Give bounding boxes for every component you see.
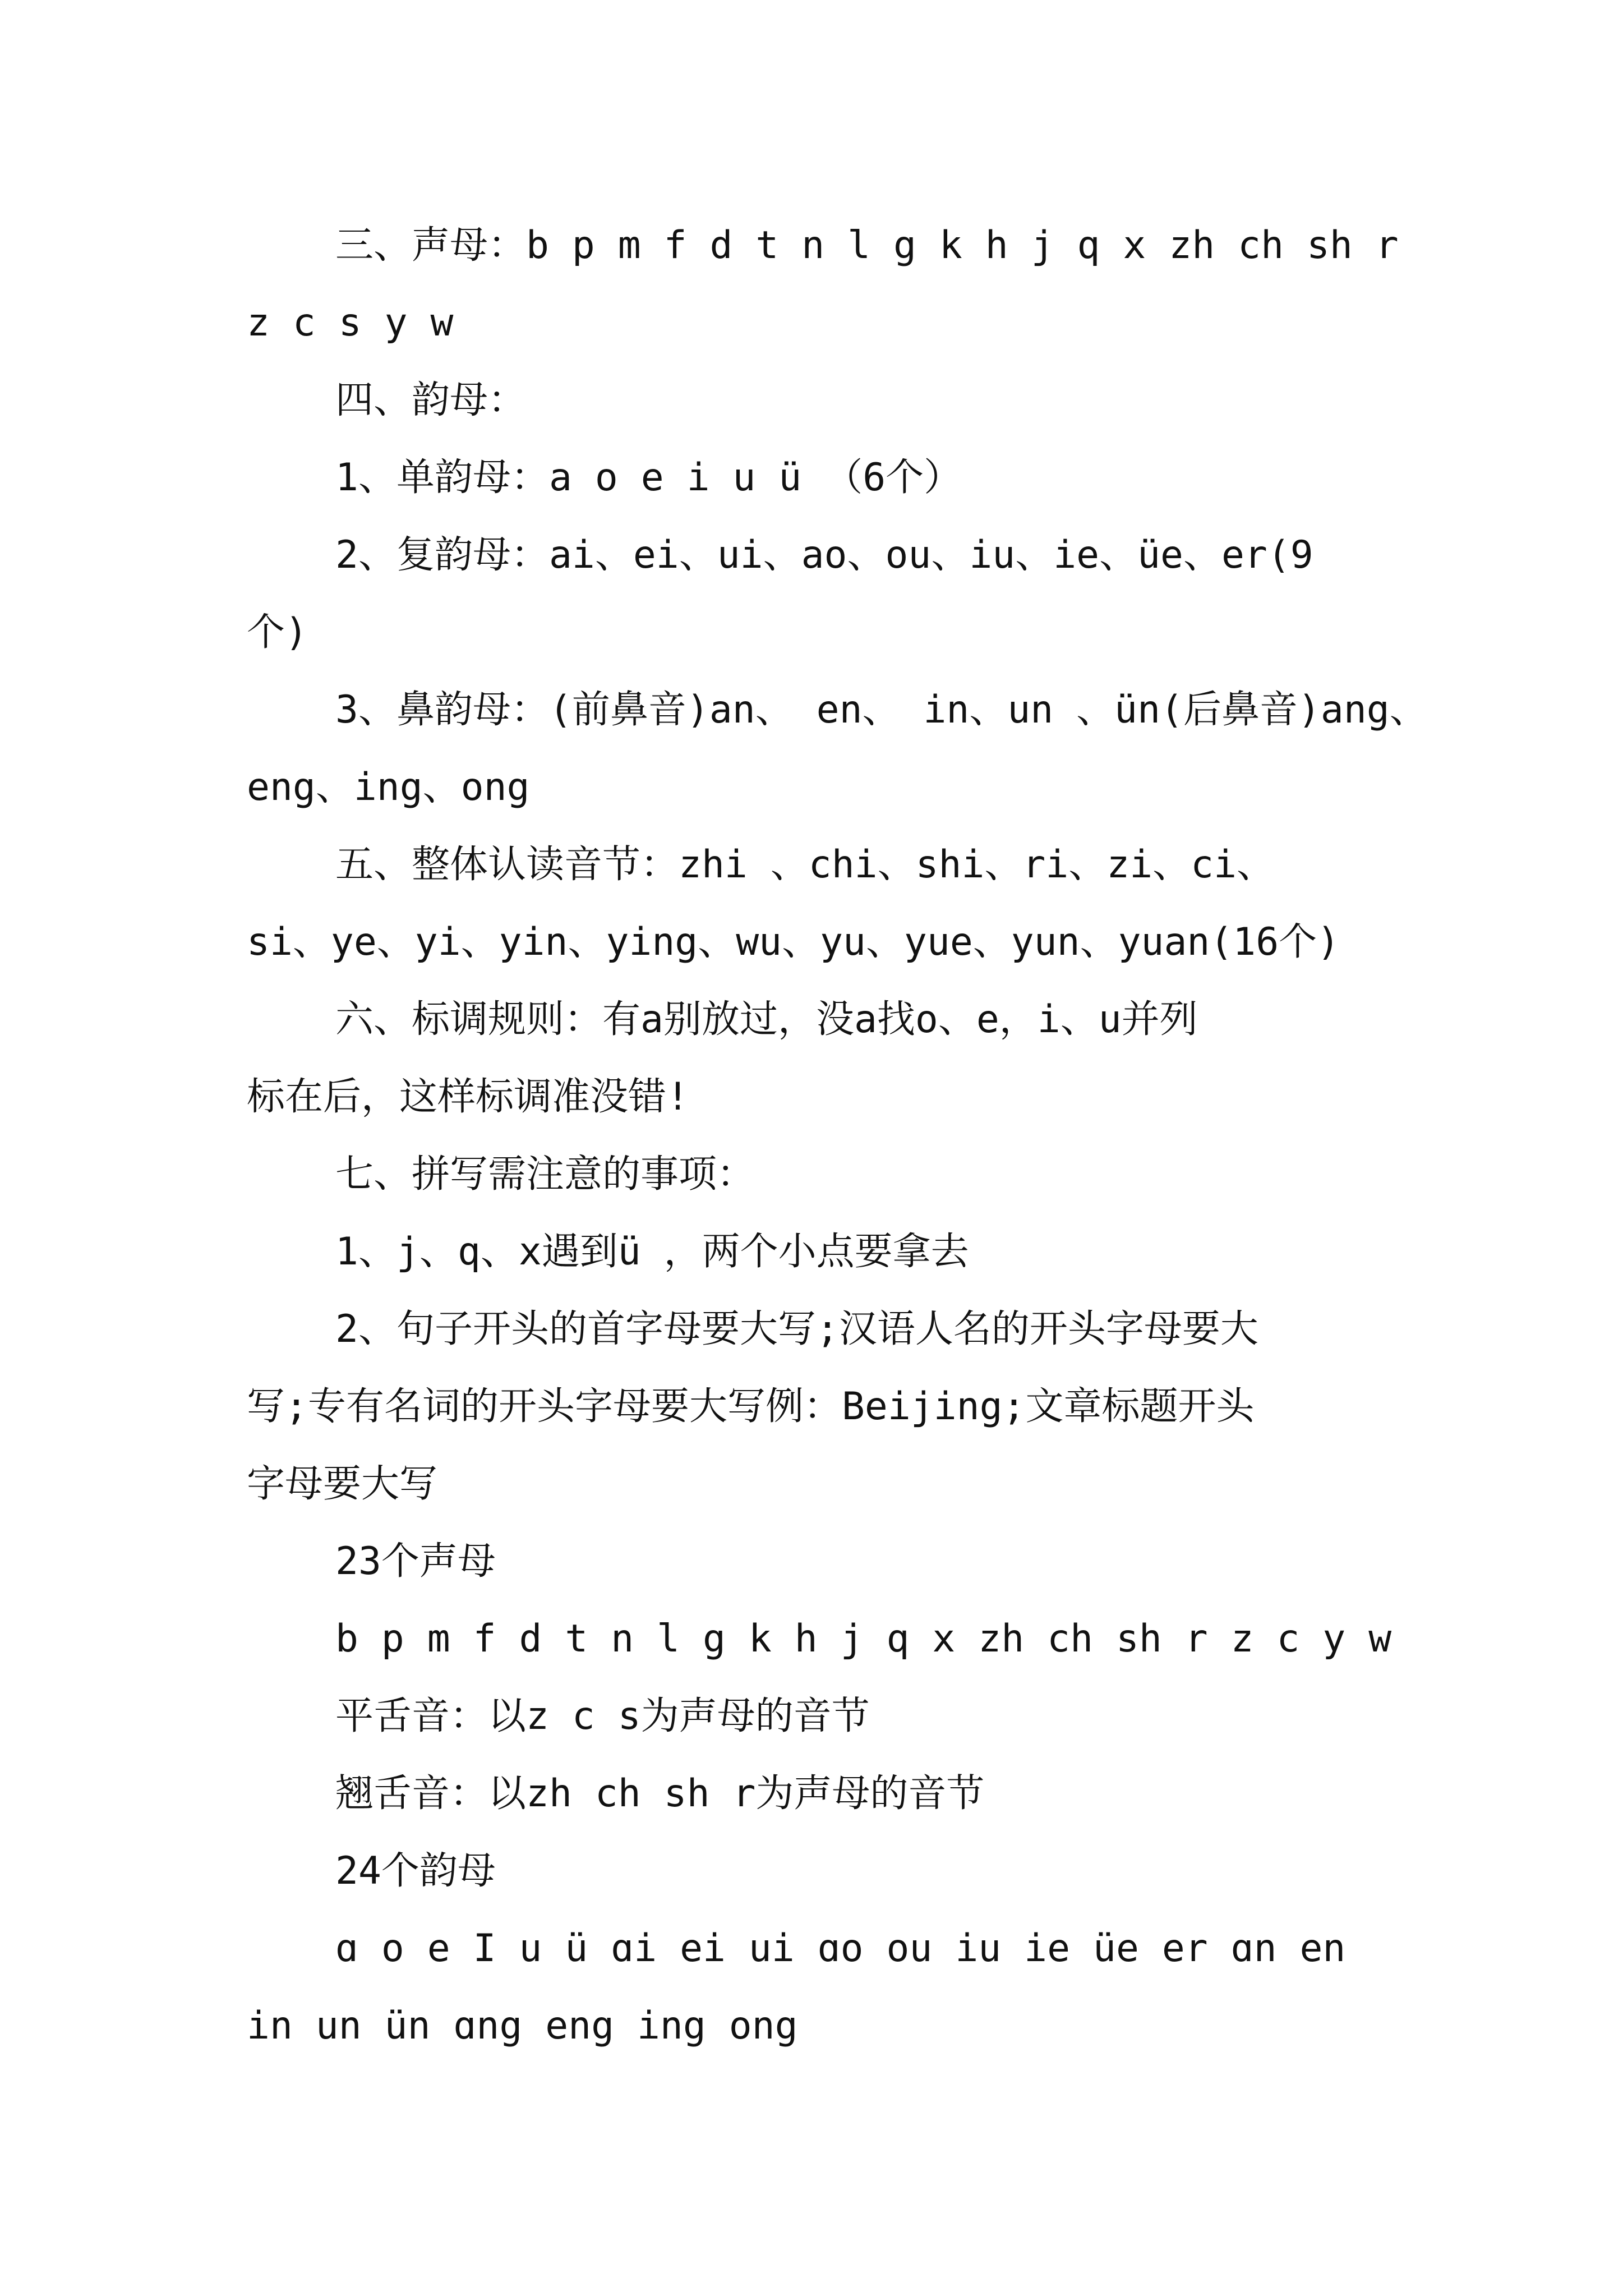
text-line-flat-tongue: 平舌音：以z c s为声母的音节 bbox=[335, 1694, 870, 1738]
text-line-shengmu-cont: z c s y w bbox=[247, 301, 454, 345]
text-line-spelling-rule-2-cont: 写;专有名词的开头字母要大写例：Beijing;文章标题开头 bbox=[247, 1384, 1255, 1429]
text-line-spelling-rule-2-cont-2: 字母要大写 bbox=[247, 1462, 438, 1506]
text-line-tone-rules: 六、标调规则：有a别放过，没a找o、e，i、u并列 bbox=[335, 997, 1198, 1042]
text-line-24-finals-list-cont: in un ün ɑng eng ing ong bbox=[247, 2004, 798, 2048]
text-line-tone-rules-cont: 标在后，这样标调准没错! bbox=[247, 1075, 689, 1119]
text-line-spelling-heading: 七、拼写需注意的事项： bbox=[335, 1152, 755, 1197]
text-line-nasal-finals: 3、鼻韵母：(前鼻音)an、 en、 in、un 、ün(后鼻音)ang、 bbox=[335, 688, 1428, 732]
text-line-single-finals: 1、单韵母：a o e i u ü （6个） bbox=[335, 455, 962, 500]
text-line-23-initials-list: b p m f d t n l g k h j q x zh ch sh r z c y w bbox=[335, 1617, 1392, 1661]
text-line-spelling-rule-2: 2、句子开头的首字母要大写;汉语人名的开头字母要大 bbox=[335, 1307, 1258, 1351]
text-line-spelling-rule-1: 1、j、q、x遇到ü ，两个小点要拿去 bbox=[335, 1230, 969, 1274]
text-line-nasal-finals-cont: eng、ing、ong bbox=[247, 765, 530, 809]
text-line-whole-syllables-cont: si、ye、yi、yin、ying、wu、yu、yue、yun、yuan(16个) bbox=[247, 920, 1340, 964]
text-line-compound-finals-cont: 个) bbox=[247, 610, 308, 655]
text-line-whole-syllables: 五、整体认读音节：zhi 、chi、shi、ri、zi、ci、 bbox=[335, 843, 1275, 887]
text-line-23-initials-heading: 23个声母 bbox=[335, 1539, 496, 1584]
text-line-compound-finals: 2、复韵母：ai、ei、ui、ao、ou、iu、ie、üe、er(9 bbox=[335, 533, 1313, 577]
text-line-shengmu-heading: 三、声母：b p m f d t n l g k h j q x zh ch sh r bbox=[335, 223, 1399, 268]
text-line-24-finals-heading: 24个韵母 bbox=[335, 1849, 496, 1893]
text-line-retroflex: 翘舌音：以zh ch sh r为声母的音节 bbox=[335, 1772, 985, 1816]
text-line-yunmu-heading: 四、韵母： bbox=[335, 378, 527, 422]
text-line-24-finals-list: ɑ o e I u ü ɑi ei ui ɑo ou iu ie üe er ɑn en bbox=[335, 1926, 1346, 1971]
